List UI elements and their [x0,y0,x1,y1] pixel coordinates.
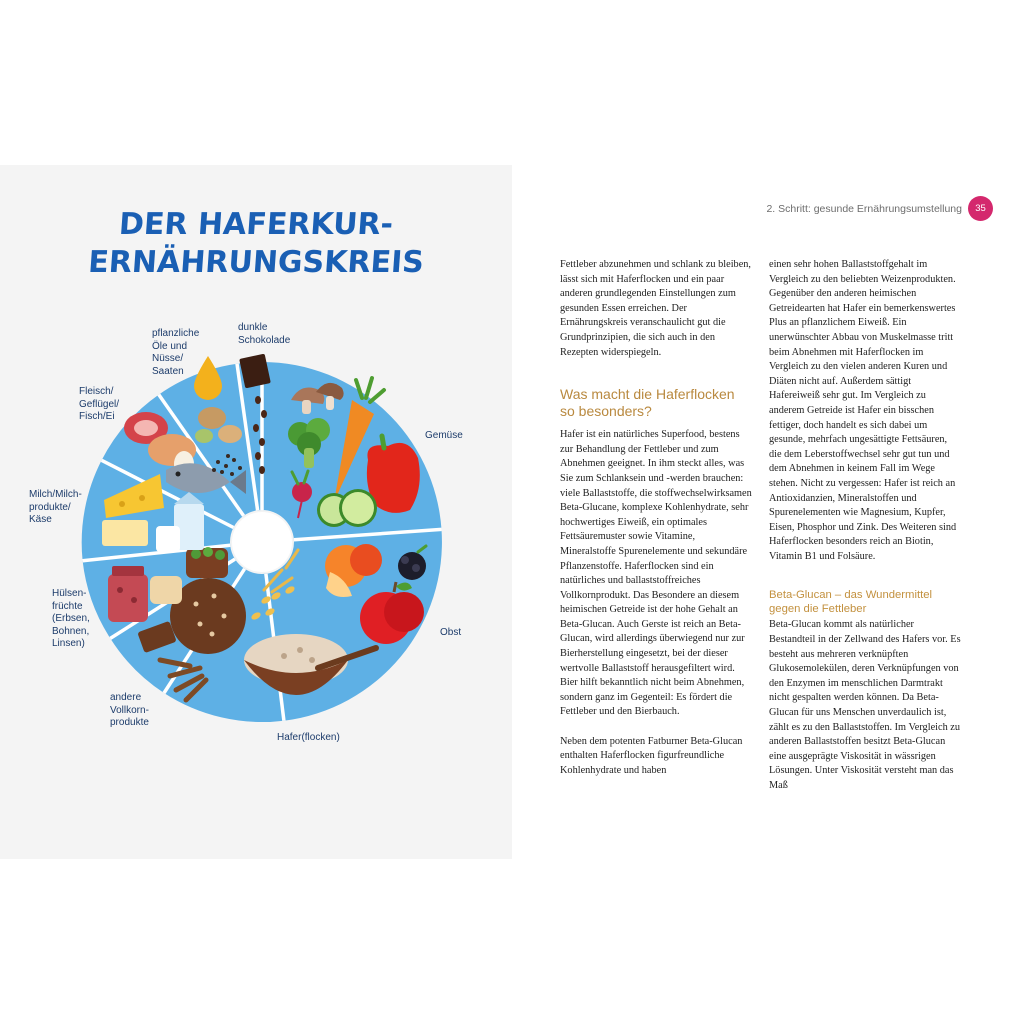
chickpea-jar-icon [150,576,182,604]
text-column-1 [560,258,752,778]
infographic-title-line1: DER HAFERKUR- [117,207,395,242]
label-meat: Fleisch/ Geflügel/ Fisch/Ei [79,386,120,422]
bean-jar-icon [108,566,148,622]
pea-bowl-icon [186,547,228,578]
beta-glucan-paragraph: Beta-Glucan kommt als natürlicher Bestandteil in der Zellwand des Hafers vor. Es besteht aus mehreren verknüpften Glukosemolekülen, deren Verknüpfungen von den Enzymen im menschlichen Darmtrakt nicht gespalten werden können. Da Beta-Glucan für uns Menschen unverdaulich ist, zählt es zu den Ballaststoffen. Im Vergleich zu anderen Ballaststoffen besitzt Beta-Glucan eine ausgeprägte Viskosität in wässrigen Lösungen. Unter Viskosität versteht man das Maß [769,619,961,791]
label-wholegrain: andere Vollkorn- produkte [110,692,149,728]
label-legumes: Hülsen- früchte (Erbsen, Bohnen, Linsen) [52,588,90,649]
fiber-paragraph: einen sehr hohen Ballaststoffgehalt im Vergleich zu den beliebten Weizenprodukten. Gegenüber den anderen heimischen Getreidearten hat Hafer ein bemerkenswertes Plus an pflanzlichem Eiweiß. Ein unerwünschter Abbau von Muskelmasse tritt beim Abnehmen mit Haferflocken im Vergleich zu den vielen anderen Kuren und Diäten nicht auf. Außerdem sättigt Hafereiweiß sehr gut. Im Vergleich zu anderem Getreide ist Hafer ein bisschen fettiger, doch handelt es sich dabei um gesunde, mehrfach ungesättigte Fettsäuren, die dem Leberstoffwechsel sehr gut tun und dem Abnehmen in keinem Fall im Wege stehen. Nicht zu vergessen: Hafer ist reich an Antioxidanzien, Mineralstoffen und Spurenelementen wie Magnesium, Kupfer, Eisen, Phosphor und Zink. Des Weiteren sind Haferflocken besonders reich an Biotin, Vitamin B1 und Folsäure. [769,259,957,562]
wheel-center [232,512,292,572]
section-heading: Was macht die Haferflocken so besonders? [560,386,735,420]
chapter-header: 2. Schritt: gesunde Ernährungsumstellung [766,203,962,215]
intro-paragraph: Fettleber abzunehmen und schlank zu bleiben, lässt sich mit Haferflocken und ein paar anderen grundlegenden Einstellungen zum gesunden Essen erreichen. Der Ernährungskreis veranschaulicht gut die Grundprinzipien, die sich auch in den Rezepten widerspiegeln. [560,259,752,358]
label-chocolate: dunkle Schokolade [238,322,291,346]
label-oils: pflanzliche Öle und Nüsse/ Saaten [152,328,200,377]
label-fruit: Obst [440,627,462,638]
label-dairy: Milch/Milch- produkte/ Käse [29,489,82,525]
text-column-2 [769,258,961,794]
page-number-badge: 35 [968,196,993,221]
oats-paragraph: Hafer ist ein natürliches Superfood, bestens zur Behandlung der Fettleber und zum Abnehmen geeignet. In ihm steckt alles, was Sie zum Schlanksein und -werden brauchen: viele Ballaststoffe, die stoffwechselwirksamen Beta-Glucane, komplexe Kohlenhydrate, sehr hochwertiges Eiweiß, ein optimales Fettsäuremuster sowie Vitamine, Mineralstoffe Spurenelemente und sekundäre Pflanzenstoffe. Haferflocken sind ein natürliches und ballaststoffreiches Vollkornprodukt. Das Besondere an diesem heimischen Getreide ist der hohe Gehalt an Beta-Glucan. Auch Gerste ist reich an Beta-Glucan, wird allerdings überwiegend nur zur Bierherstellung eingesetzt, bei der dieser wertvolle Ballaststoff herausgefiltert wird. Bier hilft bekanntlich nicht beim Abnehmen, sondern ganz im Gegenteil: Es fördert die Fettleber und den Bierbauch. [560,429,752,718]
label-vegetables: Gemüse [425,430,463,441]
fatburner-paragraph: Neben dem potenten Fatburner Beta-Glucan enthalten Haferflocken figurfreundliche Kohlenhydrate und haben [560,735,743,776]
butter-icon [102,520,148,546]
subheading: Beta-Glucan – das Wundermittel gegen die Fettleber [769,589,933,616]
label-oats: Hafer(flocken) [277,732,340,743]
yogurt-cup-icon [156,526,180,552]
infographic-title-line2: ERNÄHRUNGSKREIS [87,245,425,280]
